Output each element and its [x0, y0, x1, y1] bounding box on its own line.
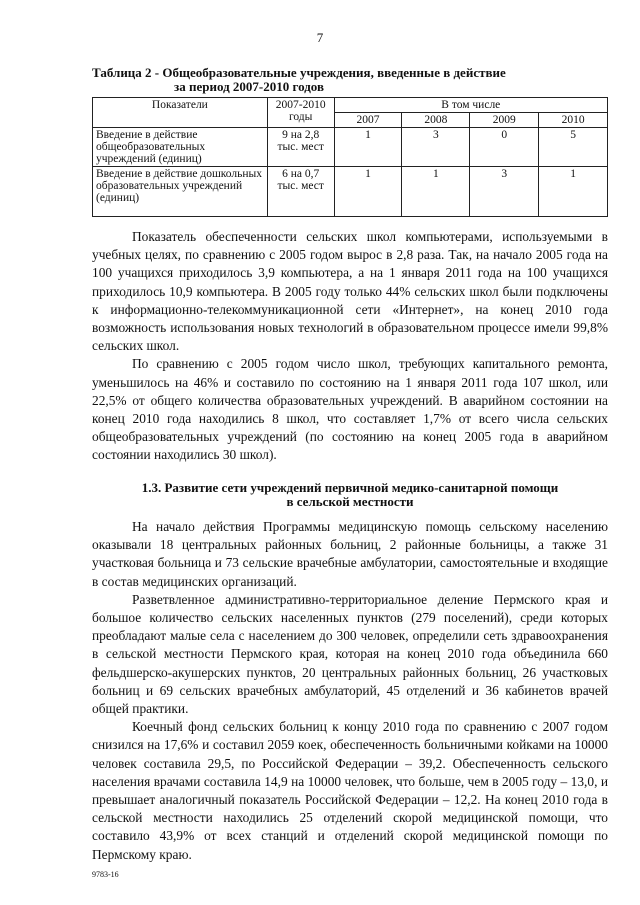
paragraph: По сравнению с 2005 годом число школ, требующих капитального ремонта, уменьшилось на 46% и составило по состоянию на 1 января 2011 года 107 школ, или 22,5% от общего количества образовательных учреждений. В аварийном состоянии на конец 2010 года находились 8 школ, что составляет 1,7% от всего числа сельских общеобразовательных учреждений (по состоянию на конец 2005 года в аварийном состоянии находились 30 школ).: [92, 356, 608, 463]
header-year: 2010: [539, 113, 608, 128]
header-period: 2007-2010 годы: [267, 98, 334, 128]
data-table: [92, 97, 608, 217]
row-value: 3: [470, 167, 539, 217]
table-title-line-2: за период 2007-2010 годов: [174, 79, 324, 94]
row-value: 1: [334, 167, 402, 217]
table-title-line-1: Таблица 2 - Общеобразовательные учреждения, введенные в действие: [92, 65, 506, 80]
paragraph: На начало действия Программы медицинскую помощь сельскому населению оказывали 18 центральных районных больниц, 2 районные больницы, а также 31 участковая больница и 73 сельские врачебные амбулатории, самостоятельные и входящие в состав медицинских организаций.: [92, 519, 608, 589]
paragraph: Разветвленное административно-территориальное деление Пермского края и большое количество сельских населенных пунктов (279 поселений), среди которых преобладают малые села с населением до 300 человек, определили сеть здравоохранения в сельской местности Пермского края, которая на конец 2010 года объединила 660 фельдшерско-акушерских пунктов, 20 центральных районных больниц, 26 участковых больниц и 69 сельских врачебных амбулаторий, 45 отделений и 36 кабинетов врачей общей практики.: [92, 591, 608, 717]
section-heading-line-2: в сельской местности: [286, 494, 414, 509]
footer-code: 9783-16: [92, 870, 119, 879]
text-block-schools: [92, 228, 608, 465]
header-year: 2008: [402, 113, 470, 128]
section-heading-line-1: 1.3. Развитие сети учреждений первичной медико-санитарной помощи: [141, 480, 559, 495]
page-number: 7: [316, 30, 324, 45]
row-period-value: 9 на 2,8 тыс. мест: [267, 128, 334, 167]
text-block-medical: [92, 518, 608, 864]
header-including: В том числе: [334, 98, 607, 113]
row-period-value: 6 на 0,7 тыс. мест: [267, 167, 334, 217]
paragraph: Показатель обеспеченности сельских школ компьютерами, используемыми в учебных целях, по сравнению с 2005 годом вырос в 2,8 раза. Так, на начало 2005 года на 100 учащихся приходилось 3,9 компьютера, а на 1 января 2011 года на 100 учащихся приходилось 10,9 компьютера. В 2005 году только 44% сельских школ были подключены к информационно-телекоммуникационной сети «Интернет», на конец 2010 года возможность использования новых технологий в образовательном процессе имели 99,8% сельских школ.: [92, 229, 608, 354]
row-value: 3: [402, 128, 470, 167]
row-value: 1: [402, 167, 470, 217]
table-row: [93, 167, 608, 217]
table-title: [92, 66, 612, 94]
header-year: 2007: [334, 113, 402, 128]
row-value: 1: [539, 167, 608, 217]
row-value: 1: [334, 128, 402, 167]
row-label: Введение в действие дошкольных образовательных учреждений (единиц): [93, 167, 268, 217]
section-heading: [92, 481, 608, 509]
paragraph: Коечный фонд сельских больниц к концу 2010 года по сравнению с 2007 годом снизился на 17,6% и составил 2059 коек, обеспеченность больничными койками на 10000 человек составила 29,5, по Российской Федерации – 39,2. Обеспеченность сельского населения врачами составила 14,9 на 10000 человек, что больше, чем в 2005 году – 13,0, и превышает аналогичный показатель Российской Федерации – 12,2. На конец 2010 года в сельской местности находились 25 отделений скорой медицинской помощи, что составило 43,9% от всех станций и отделений скорой медицинской помощи по Пермскому краю.: [92, 719, 608, 862]
row-value: 5: [539, 128, 608, 167]
table-row: [93, 128, 608, 167]
row-value: 0: [470, 128, 539, 167]
header-indicators: Показатели: [93, 98, 268, 128]
header-year: 2009: [470, 113, 539, 128]
row-label: Введение в действие общеобразовательных учреждений (единиц): [93, 128, 268, 167]
